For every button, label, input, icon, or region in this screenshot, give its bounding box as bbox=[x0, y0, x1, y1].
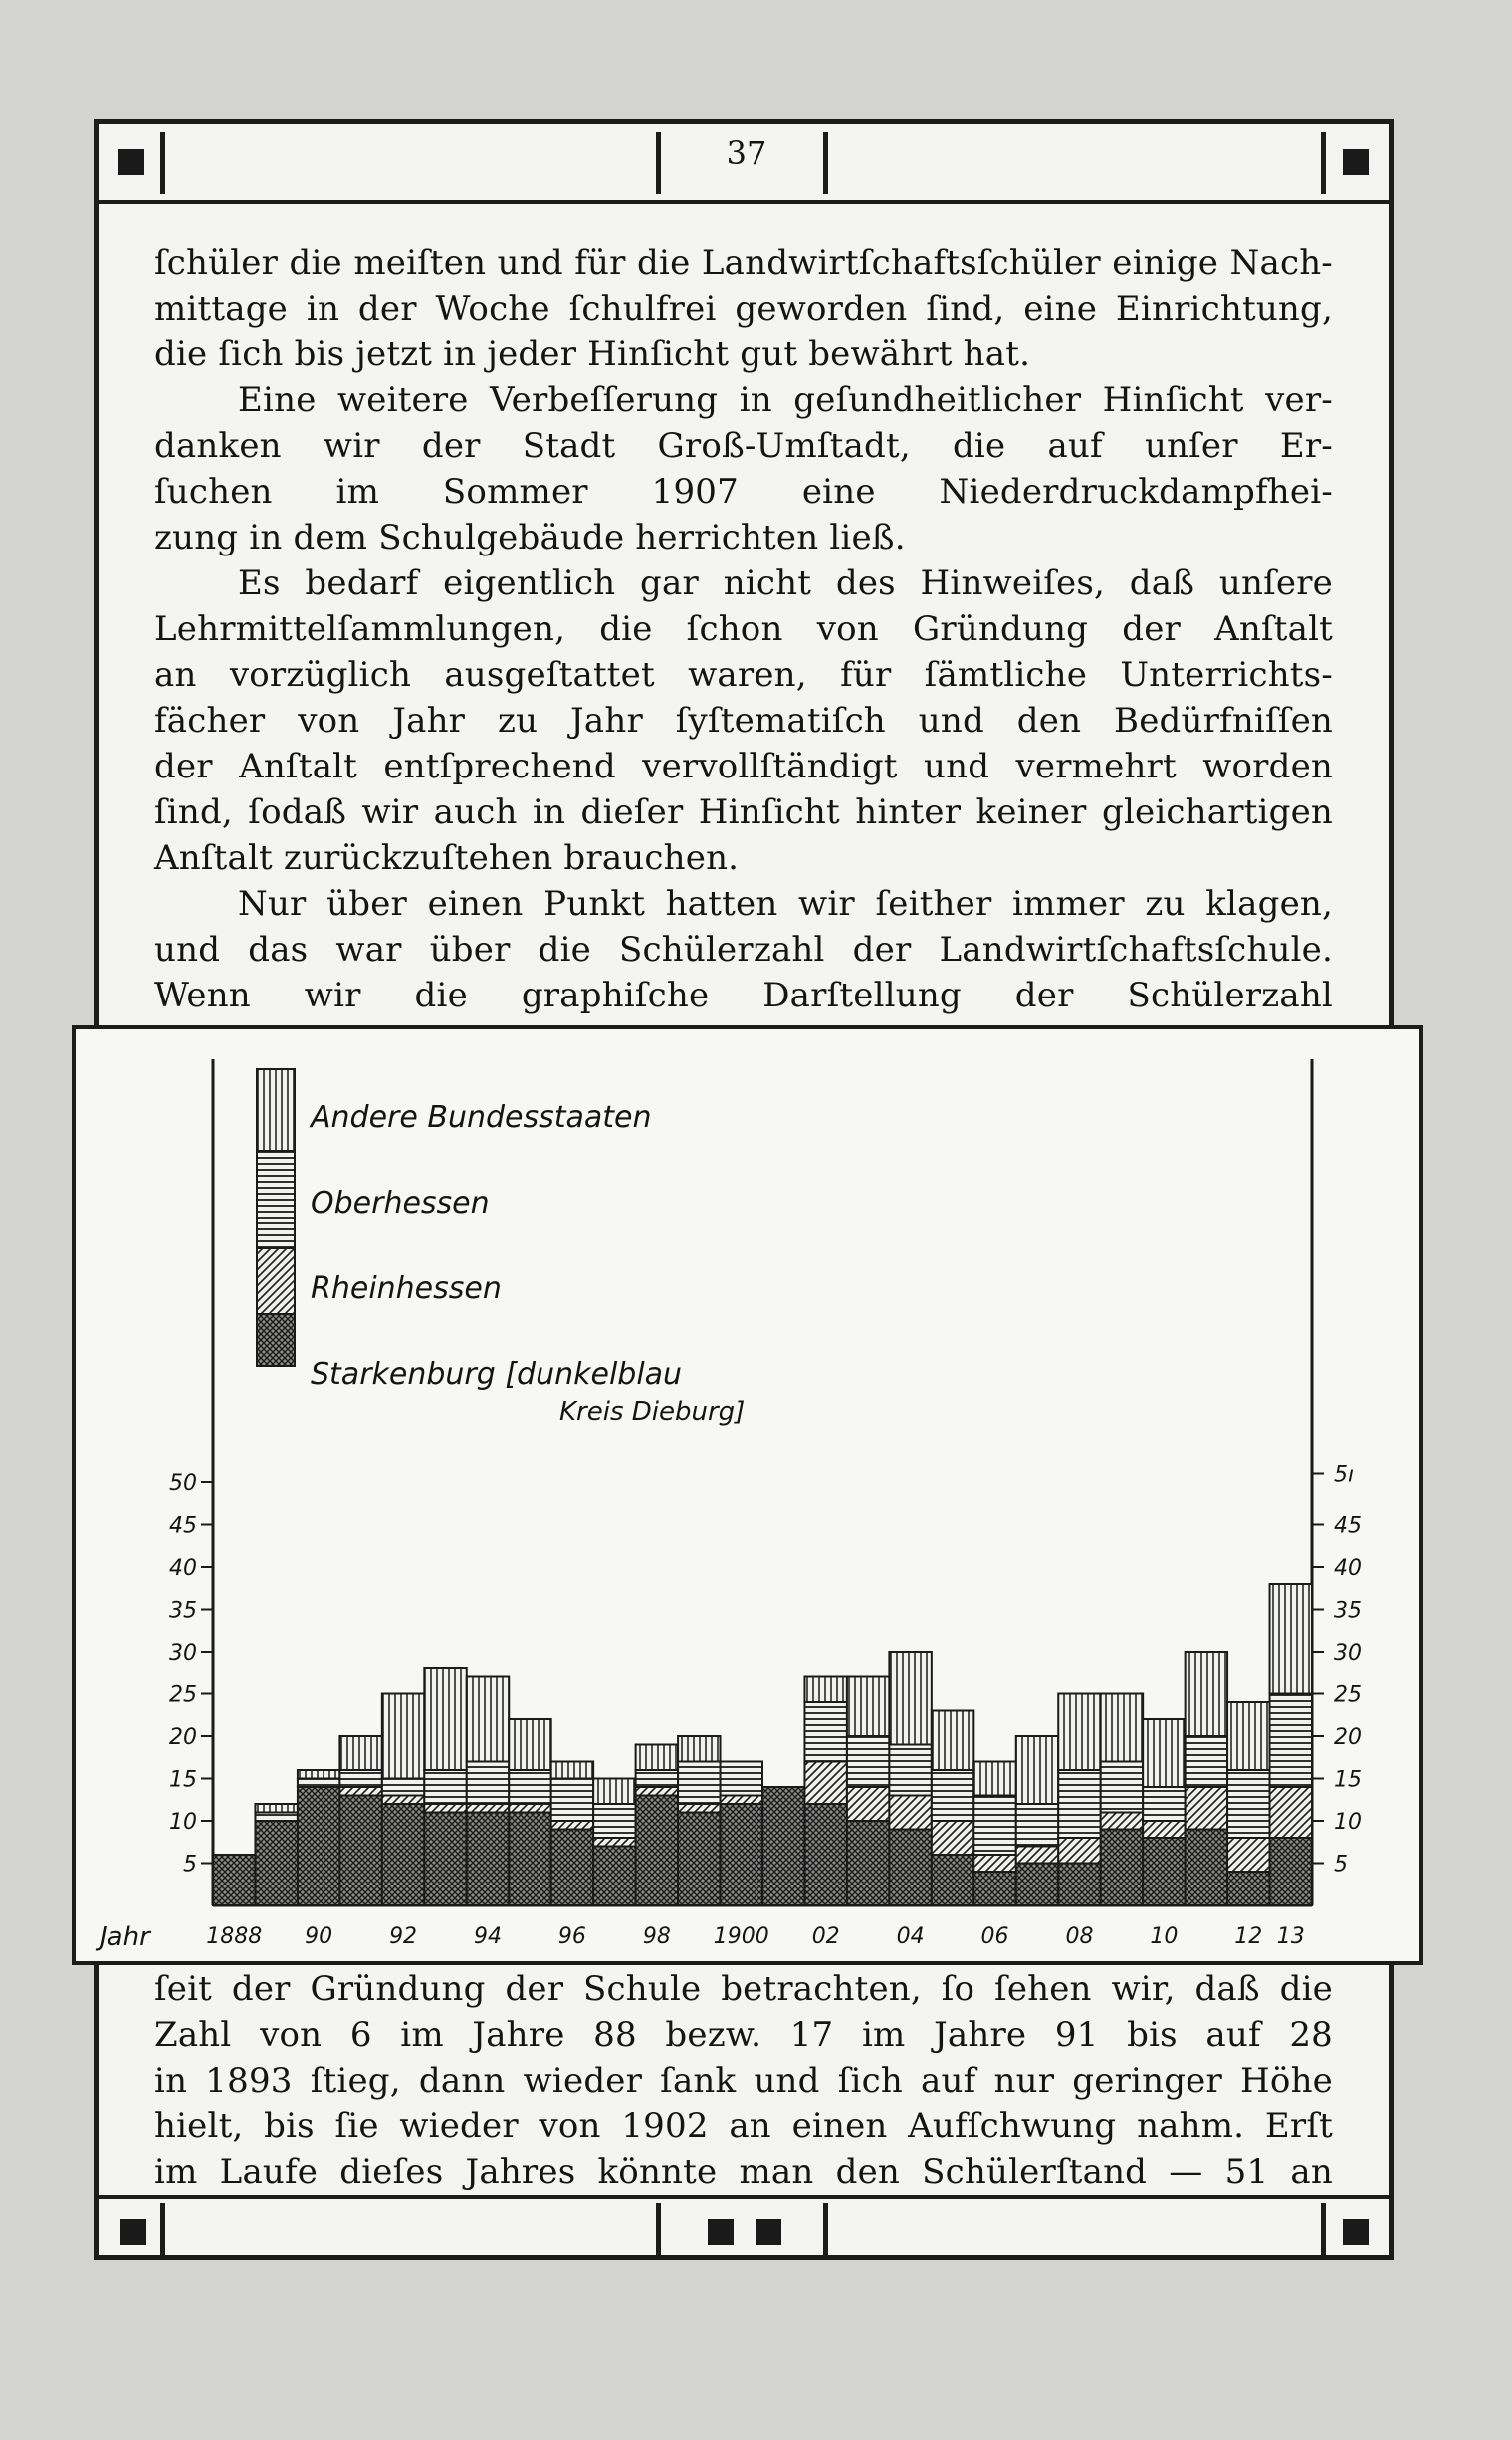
footer-left-square-ornament bbox=[120, 2219, 146, 2245]
page-header bbox=[99, 124, 1389, 204]
text-line: hielt, bis ſie wieder von 1902 an einen Aufſchwung nahm. Erſt bbox=[154, 2107, 1333, 2146]
text-line: Es bedarf eigentlich gar nicht des Hinweiſes, daß unſere bbox=[238, 563, 1333, 603]
bar-segment-crosshatch-10 bbox=[1143, 1838, 1185, 1905]
student-count-chart bbox=[72, 1025, 1423, 1965]
bar-segment-diagonal-12 bbox=[1227, 1838, 1269, 1872]
header-divider bbox=[160, 132, 165, 194]
legend-key-rheinhessen bbox=[257, 1248, 295, 1314]
left-tick-label: 45 bbox=[169, 1513, 197, 1539]
header-left-square-ornament bbox=[118, 149, 144, 175]
bar-segment-vertical-11 bbox=[1186, 1652, 1227, 1736]
x-tick-label: 96 bbox=[557, 1924, 586, 1949]
bar-segment-vertical-92 bbox=[382, 1694, 424, 1779]
bar-segment-crosshatch-09 bbox=[1101, 1830, 1143, 1906]
bar-segment-horizontal-03 bbox=[847, 1736, 889, 1787]
header-divider bbox=[656, 132, 661, 194]
chart-svg bbox=[76, 1029, 1419, 1961]
text-block-bottom bbox=[154, 1966, 1333, 2195]
bar-segment-vertical-03 bbox=[847, 1677, 889, 1737]
footer-divider bbox=[823, 2203, 828, 2255]
text-line: der Anſtalt entſprechend vervollſtändigt und vermehrt worden bbox=[154, 747, 1333, 786]
bar-segment-horizontal-07 bbox=[1016, 1804, 1058, 1847]
bar-segment-vertical-93 bbox=[424, 1668, 466, 1770]
text-line: ſind, ſodaß wir auch in dieſer Hinſicht hinter keiner gleichartigen bbox=[154, 792, 1333, 832]
text-line: ſuchen im Sommer 1907 eine Niederdruckdampfhei- bbox=[154, 472, 1333, 512]
x-tick-label: 1888 bbox=[206, 1924, 263, 1949]
bar-segment-horizontal-92 bbox=[382, 1779, 424, 1796]
bar-segment-diagonal-09 bbox=[1101, 1813, 1143, 1830]
bar-segment-horizontal-95 bbox=[509, 1770, 550, 1804]
x-tick-label: 94 bbox=[474, 1924, 502, 1949]
legend-key-andere bbox=[257, 1069, 295, 1151]
bar-segment-diagonal-96 bbox=[551, 1821, 593, 1830]
bar-segment-vertical-02 bbox=[804, 1677, 846, 1703]
footer-divider bbox=[160, 2203, 165, 2255]
bar-segment-horizontal-05 bbox=[932, 1770, 973, 1821]
right-tick-label: 30 bbox=[1334, 1641, 1362, 1665]
bar-segment-diagonal-98 bbox=[636, 1787, 678, 1796]
bar-segment-crosshatch-03 bbox=[847, 1821, 889, 1905]
bar-segment-diagonal-04 bbox=[889, 1796, 931, 1830]
legend-label-starkenburg: Starkenburg [dunkelblau bbox=[311, 1357, 683, 1392]
left-tick-label: 35 bbox=[169, 1598, 197, 1624]
footer-divider bbox=[1321, 2203, 1326, 2255]
bar-segment-crosshatch-02 bbox=[804, 1804, 846, 1905]
left-tick-label: 50 bbox=[169, 1471, 197, 1496]
bar-segment-crosshatch-05 bbox=[932, 1855, 973, 1905]
legend-label-oberhessen: Oberhessen bbox=[311, 1186, 490, 1220]
bar-segment-vertical-98 bbox=[636, 1745, 678, 1771]
text-line: fächer von Jahr zu Jahr ſyſtematiſch und den Bedürfniſſen bbox=[154, 701, 1333, 741]
bar-segment-diagonal-1900 bbox=[721, 1796, 762, 1805]
bar-segment-horizontal-93 bbox=[424, 1770, 466, 1804]
bar-segment-vertical-10 bbox=[1143, 1719, 1185, 1787]
bar-segment-diagonal-91 bbox=[339, 1787, 381, 1796]
text-line: ſchüler die meiſten und für die Landwirtſchaftsſchüler einige Nach- bbox=[154, 243, 1333, 283]
bar-segment-diagonal-05 bbox=[932, 1821, 973, 1855]
x-tick-label: 13 bbox=[1276, 1924, 1305, 1949]
bar-segment-diagonal-10 bbox=[1143, 1821, 1185, 1838]
legend-key-oberhessen bbox=[257, 1151, 295, 1248]
bar-segment-diagonal-95 bbox=[509, 1804, 550, 1813]
bar-segment-horizontal-06 bbox=[973, 1796, 1015, 1856]
legend-label-andere: Andere Bundesstaaten bbox=[311, 1100, 652, 1135]
bar-segment-horizontal-89 bbox=[255, 1813, 297, 1822]
bar-segment-crosshatch-97 bbox=[593, 1847, 635, 1906]
bar-segment-crosshatch-92 bbox=[382, 1804, 424, 1905]
x-tick-label: 02 bbox=[811, 1924, 840, 1949]
text-line: Lehrmittelſammlungen, die ſchon von Gründung der Anſtalt bbox=[154, 609, 1333, 649]
bar-segment-diagonal-92 bbox=[382, 1796, 424, 1805]
bar-segment-crosshatch-08 bbox=[1058, 1864, 1100, 1906]
bar-segment-vertical-04 bbox=[889, 1652, 931, 1745]
x-tick-label: 04 bbox=[896, 1924, 925, 1949]
left-tick-label: 10 bbox=[169, 1810, 197, 1835]
left-tick-label: 25 bbox=[169, 1682, 197, 1708]
x-tick-label: 10 bbox=[1150, 1924, 1179, 1949]
bar-segment-diagonal-06 bbox=[973, 1855, 1015, 1872]
bar-segment-horizontal-11 bbox=[1186, 1736, 1227, 1787]
text-line: Anſtalt zurückzuſtehen brauchen. bbox=[154, 838, 740, 878]
text-line: die ſich bis jetzt in jeder Hinſicht gut bewährt hat. bbox=[154, 334, 1031, 374]
bar-segment-crosshatch-95 bbox=[509, 1813, 550, 1906]
bar-segment-vertical-13 bbox=[1270, 1584, 1312, 1694]
text-line: Nur über einen Punkt hatten wir ſeither immer zu klagen, bbox=[238, 884, 1333, 924]
left-tick-label: 5 bbox=[183, 1852, 197, 1878]
bar-segment-horizontal-94 bbox=[467, 1762, 509, 1805]
bar-segment-vertical-89 bbox=[255, 1804, 297, 1813]
text-line: in 1893 ſtieg, dann wieder ſank und ſich auf nur geringer Höhe bbox=[154, 2061, 1333, 2101]
x-tick-label: 1900 bbox=[713, 1924, 769, 1949]
x-tick-label: 06 bbox=[980, 1924, 1009, 1949]
left-tick-label: 30 bbox=[169, 1641, 197, 1665]
bar-segment-horizontal-08 bbox=[1058, 1770, 1100, 1838]
bar-segment-diagonal-07 bbox=[1016, 1847, 1058, 1864]
bar-segment-vertical-08 bbox=[1058, 1694, 1100, 1771]
text-line: ſeit der Gründung der Schule betrachten, ſo ſehen wir, daß die bbox=[154, 1969, 1333, 2009]
bar-segment-horizontal-10 bbox=[1143, 1787, 1185, 1821]
bar-segment-diagonal-93 bbox=[424, 1804, 466, 1813]
x-tick-label: 92 bbox=[389, 1924, 418, 1949]
footer-center-square-ornament bbox=[756, 2219, 781, 2245]
bar-segment-crosshatch-12 bbox=[1227, 1872, 1269, 1905]
footer-divider bbox=[656, 2203, 661, 2255]
text-line: an vorzüglich ausgeſtattet waren, für ſämtliche Unterrichts- bbox=[154, 655, 1333, 695]
legend-key-starkenburg bbox=[257, 1314, 295, 1366]
bar-segment-vertical-05 bbox=[932, 1711, 973, 1771]
bar-segment-vertical-99 bbox=[678, 1736, 720, 1762]
right-tick-label: 5 bbox=[1334, 1852, 1348, 1878]
bar-segment-crosshatch-06 bbox=[973, 1872, 1015, 1905]
bar-segment-diagonal-02 bbox=[804, 1762, 846, 1805]
text-line: und das war über die Schülerzahl der Landwirtſchaftsſchule. bbox=[154, 930, 1333, 970]
bar-segment-vertical-95 bbox=[509, 1719, 550, 1770]
text-line: Wenn wir die graphiſche Darſtellung der Schülerzahl bbox=[154, 976, 1333, 1015]
bar-segment-crosshatch-07 bbox=[1016, 1864, 1058, 1906]
text-line: Zahl von 6 im Jahre 88 bezw. 17 im Jahre 91 bis auf 28 bbox=[154, 2015, 1333, 2055]
bars-group bbox=[213, 1584, 1312, 1905]
right-tick-label: 10 bbox=[1334, 1810, 1362, 1835]
right-tick-label: 40 bbox=[1334, 1556, 1362, 1581]
header-divider bbox=[823, 132, 828, 194]
x-tick-label: 98 bbox=[642, 1924, 671, 1949]
bar-segment-vertical-97 bbox=[593, 1779, 635, 1805]
bar-segment-crosshatch-89 bbox=[255, 1821, 297, 1905]
bar-segment-crosshatch-96 bbox=[551, 1830, 593, 1906]
bar-segment-vertical-06 bbox=[973, 1762, 1015, 1796]
bar-segment-crosshatch-04 bbox=[889, 1830, 931, 1906]
right-tick-label: 20 bbox=[1334, 1725, 1362, 1750]
bar-segment-horizontal-97 bbox=[593, 1804, 635, 1838]
text-line: im Laufe dieſes Jahres könnte man den Schülerſtand — 51 an bbox=[154, 2152, 1333, 2192]
x-tick-label: 90 bbox=[305, 1924, 333, 1949]
bar-segment-vertical-09 bbox=[1101, 1694, 1143, 1762]
bar-segment-crosshatch-94 bbox=[467, 1813, 509, 1906]
bar-segment-diagonal-94 bbox=[467, 1804, 509, 1813]
bar-segment-diagonal-11 bbox=[1186, 1787, 1227, 1830]
bar-segment-crosshatch-90 bbox=[298, 1787, 339, 1905]
legend-label-kreis-dieburg: Kreis Dieburg] bbox=[559, 1397, 746, 1427]
bar-segment-horizontal-09 bbox=[1101, 1762, 1143, 1813]
bar-segment-horizontal-12 bbox=[1227, 1770, 1269, 1838]
text-block-top bbox=[154, 240, 1333, 1018]
bar-segment-horizontal-99 bbox=[678, 1762, 720, 1805]
bar-segment-horizontal-96 bbox=[551, 1779, 593, 1822]
x-axis-label: Jahr bbox=[100, 1922, 150, 1952]
right-tick-label: 25 bbox=[1334, 1682, 1362, 1708]
bar-segment-vertical-96 bbox=[551, 1762, 593, 1779]
bar-segment-crosshatch-99 bbox=[678, 1813, 720, 1906]
bar-segment-diagonal-08 bbox=[1058, 1838, 1100, 1864]
right-tick-label: 45 bbox=[1334, 1513, 1362, 1539]
text-line: zung in dem Schulgebäude herrichten ließ. bbox=[154, 518, 906, 557]
bar-segment-crosshatch-13 bbox=[1270, 1838, 1312, 1905]
bar-segment-diagonal-97 bbox=[593, 1838, 635, 1847]
bar-segment-horizontal-13 bbox=[1270, 1694, 1312, 1788]
header-divider bbox=[1321, 132, 1326, 194]
bar-segment-crosshatch-93 bbox=[424, 1813, 466, 1906]
right-tick-label: 15 bbox=[1334, 1767, 1362, 1793]
bar-segment-crosshatch-01 bbox=[762, 1787, 804, 1905]
x-tick-label: 08 bbox=[1065, 1924, 1094, 1949]
bar-segment-horizontal-04 bbox=[889, 1745, 931, 1796]
bar-segment-horizontal-90 bbox=[298, 1779, 339, 1788]
legend bbox=[257, 1069, 745, 1427]
left-tick-label: 15 bbox=[169, 1767, 197, 1793]
bar-segment-diagonal-13 bbox=[1270, 1787, 1312, 1838]
right-tick-label: 35 bbox=[1334, 1598, 1362, 1624]
legend-label-rheinhessen: Rheinhessen bbox=[311, 1271, 502, 1306]
left-tick-label: 20 bbox=[169, 1725, 197, 1750]
bar-segment-vertical-12 bbox=[1227, 1702, 1269, 1770]
page-number: 37 bbox=[726, 134, 767, 172]
bar-segment-vertical-90 bbox=[298, 1770, 339, 1779]
bar-segment-vertical-91 bbox=[339, 1736, 381, 1770]
bar-segment-crosshatch-91 bbox=[339, 1796, 381, 1906]
bar-segment-crosshatch-11 bbox=[1186, 1830, 1227, 1906]
left-tick-label: 40 bbox=[169, 1556, 197, 1581]
page-footer bbox=[99, 2195, 1389, 2259]
bar-segment-horizontal-98 bbox=[636, 1770, 678, 1787]
bar-segment-diagonal-03 bbox=[847, 1787, 889, 1821]
footer-right-square-ornament bbox=[1343, 2219, 1369, 2245]
text-line: danken wir der Stadt Groß-Umſtadt, die auf unſer Er- bbox=[154, 426, 1333, 466]
text-line: Eine weitere Verbeſſerung in geſundheitlicher Hinſicht ver- bbox=[238, 380, 1333, 420]
bar-segment-horizontal-02 bbox=[804, 1702, 846, 1762]
bar-segment-vertical-07 bbox=[1016, 1736, 1058, 1804]
bar-segment-horizontal-1900 bbox=[721, 1762, 762, 1796]
bar-segment-horizontal-91 bbox=[339, 1770, 381, 1787]
text-line: mittage in der Woche ſchulfrei geworden ſind, eine Einrichtung, bbox=[154, 289, 1333, 329]
x-tick-label: 12 bbox=[1234, 1924, 1263, 1949]
right-tick-label: 5ı bbox=[1334, 1462, 1355, 1488]
bar-segment-crosshatch-1888 bbox=[213, 1855, 255, 1905]
bar-segment-vertical-94 bbox=[467, 1677, 509, 1762]
header-right-square-ornament bbox=[1343, 149, 1369, 175]
footer-center-square-ornament bbox=[708, 2219, 734, 2245]
bar-segment-crosshatch-98 bbox=[636, 1796, 678, 1906]
bar-segment-crosshatch-1900 bbox=[721, 1804, 762, 1905]
bar-segment-diagonal-99 bbox=[678, 1804, 720, 1813]
